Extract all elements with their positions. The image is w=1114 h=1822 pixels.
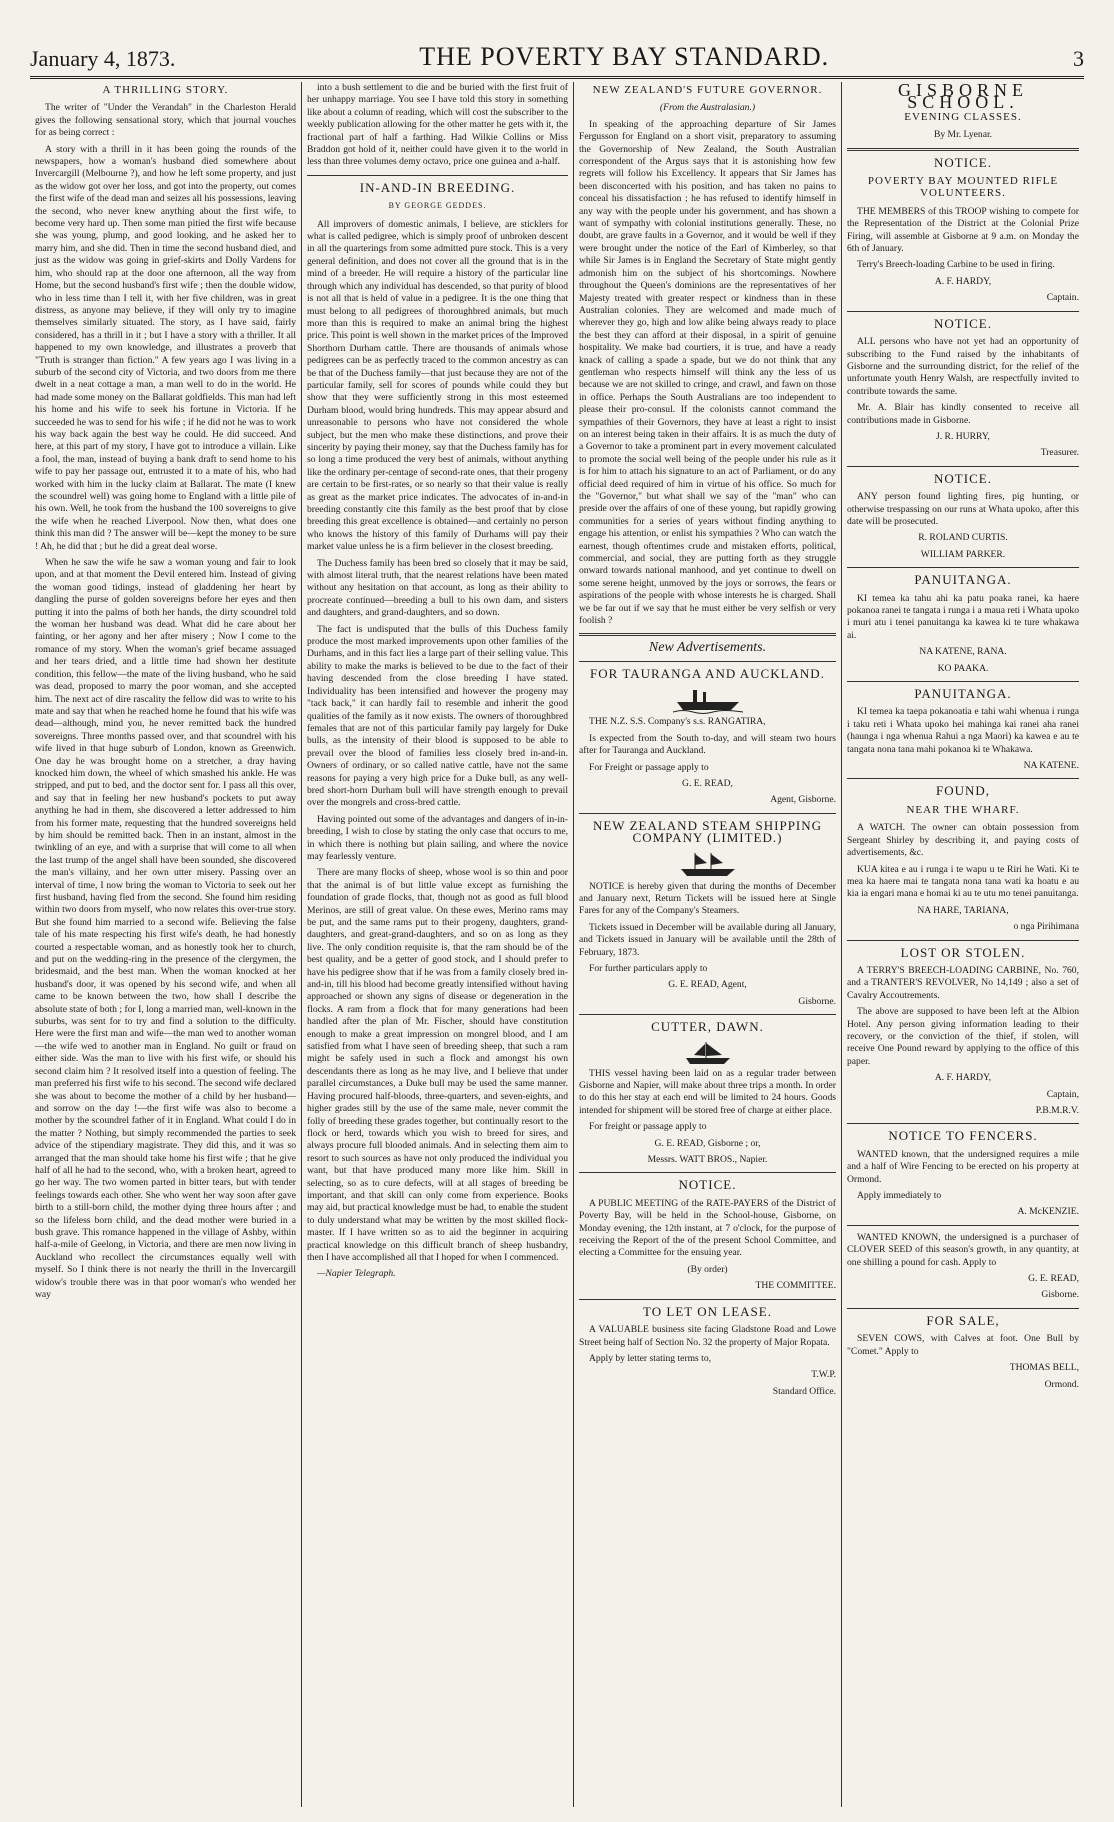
- ad-signature: Captain,: [1046, 1088, 1079, 1100]
- ad-body: Apply immediately to: [857, 1190, 942, 1202]
- ad-signature: NA HARE, TARIANA,: [917, 904, 1009, 916]
- divider: [847, 567, 1079, 568]
- ad-title: PANUITANGA.: [914, 686, 1012, 702]
- ad-signature: Gisborne.: [798, 995, 836, 1007]
- ad-body: For freight or passage apply to: [589, 1121, 707, 1133]
- ad-subtitle: NEAR THE WHARF.: [906, 803, 1020, 816]
- article-intro: The writer of "Under the Verandah" in the Charleston Herald gives the following sensational story, which that journal vouches for as being correct :: [35, 102, 296, 139]
- ad-subtitle: EVENING CLASSES.: [904, 110, 1022, 123]
- columns: [30, 82, 1084, 1807]
- ad-title: NOTICE.: [934, 315, 992, 331]
- ad-signature: THOMAS BELL,: [1009, 1362, 1079, 1374]
- ad-title: NOTICE.: [934, 154, 992, 170]
- ad-title: CUTTER, DAWN.: [651, 1019, 764, 1035]
- ad-signature: Messrs. WATT BROS., Napier.: [647, 1154, 768, 1166]
- masthead: [30, 38, 1084, 72]
- ad-signature: o nga Pirihimana: [1013, 921, 1079, 933]
- ad-subtitle: POVERTY BAY MOUNTED RIFLE VOLUNTEERS.: [867, 175, 1059, 200]
- ad-signature: NA KATENE, RANA.: [919, 646, 1007, 658]
- article-continuation: into a bush settlement to die and be buried with the first fruit of her unhappy marriage. You see I have told this story in something like about a column of reading, which will cost the subscriber to the weekly publication allowing for the other matter he gets with it, the fractional part of half a farthing. Had Wilkie Collins or Miss Braddon got hold of it, neither could have given it to the world in less than three volumes demy octavo, price one guinea and a-half.: [307, 82, 568, 168]
- article-byline: BY GEORGE GEDDES.: [388, 201, 487, 211]
- ad-body: KI temea ka tahu ahi ka patu poaka ranei, ka haere pokanoa ranei te tangata i runga i a maua reti i Whata upoko i muri atu i tenei panuitanga ka kawea ki te ture whakawa ai.: [847, 592, 1079, 641]
- divider: [579, 1014, 836, 1015]
- divider: [579, 1299, 836, 1300]
- ad-body: A VALUABLE business site facing Gladstone Road and Lowe Street being half of Section No. 32 the property of Major Ropata.: [579, 1324, 836, 1348]
- ad-signature: A. F. HARDY,: [934, 275, 992, 287]
- divider: [847, 148, 1079, 151]
- ad-body: The above are supposed to have been left at the Albion Hotel. Any person giving information leading to their recovery, or the conviction of the thief, if stolen, will receive One Pound reward by applying to the office of this paper.: [847, 1006, 1079, 1067]
- article-title: NEW ZEALAND'S FUTURE GOVERNOR.: [592, 84, 823, 96]
- ad-signature: Treasurer.: [1040, 447, 1079, 459]
- ad-body: For Freight or passage apply to: [589, 761, 709, 773]
- divider: [579, 1172, 836, 1173]
- ad-body: WANTED known, that the undersigned requires a mile and a half of Wire Fencing to be erected on his property at Ormond.: [847, 1148, 1079, 1185]
- newspaper-title: THE POVERTY BAY STANDARD.: [419, 42, 830, 71]
- article-body: There are many flocks of sheep, whose wool is so thin and poor that the animal is of but little value except as furnishing the foundation of grade flocks, that, though not as good as full blood Merinos, are still of great value. On these ewes, Merino rams may be put, and the same rams put to their progeny, daughters, grand-daughters, and great-grand-daughters, and so on as long as they live. The only condition requisite is, that the ram should be of the best quality, and be a getter of good stock, and I should prefer to have his pedigree show that if he was from a family closely bred in-and-in, till his blood had become greatly intensified without having approached or shown any signs of disease or degeneration in the flocks. A ram from a flock that for many generations had been handled after the plan of Mr. Fischer, should have constitution enough to make a great impression on mongrel blood, and I am satisfied from what I have seen of breeding sheep, that such a ram might be safely used in such a flock and amongst his own descendants there as long as he may live, and I believe that under parallel circumstances, a Duke bull may be used the same manner. Having procured half-bloods, three-quarters, and seven-eights, and higher grades still by the use of the same male, never commit the folly of breeding these grades together, but continually resort to the flock or herd, towards which you wish to breed for sires, and always procure full blooded animals. And in selecting them aim to resort to such sources as have not only produced the individual you want, but that have produced many more like him. Skill in selecting, so as to cure defects, will at all stages of breeding be important, and that skill can only come from experience. Books may aid, but practical knowledge must be had, to enable the student to duly understand what may be written by the most skilled flock-master. If I have written so as to aid the beginner in acquiring practical knowledge on this difficult branch of sheep husbandry, then I have accomplished all that I hoped for when I commenced.: [307, 867, 568, 1263]
- ad-title: GISBORNE SCHOOL.: [897, 82, 1028, 113]
- cutter-ship-icon: [678, 1040, 738, 1066]
- column-4: [842, 82, 1084, 1807]
- ad-body: Tickets issued in December will be available during all January, and Tickets issued in January will be available until the 28th of February, 1873.: [579, 921, 836, 958]
- ad-signature: Gisborne.: [1041, 1289, 1079, 1301]
- ad-signature: Captain.: [1046, 292, 1079, 304]
- divider: [847, 940, 1079, 941]
- divider: [847, 1225, 1079, 1226]
- ad-title: LOST OR STOLEN.: [900, 944, 1026, 960]
- ad-signature: Ormond.: [1044, 1378, 1079, 1390]
- column-2: [302, 82, 574, 1807]
- ad-body: Mr. A. Blair has kindly consented to receive all contributions made in Gisborne.: [847, 402, 1079, 426]
- ad-body: KI temea ka taepa pokanoatia e tahi wahi whenua i runga i taku reti i Whata upoko hei mahinga kai ranei aha ranei (haunga i nga whenua Rahui a nga Maori) ka kawea e au te tangata nona tana mahi pokanoa ki te Whakawa.: [847, 706, 1079, 755]
- ad-body: A WATCH. The owner can obtain possession from Sergeant Shirley by describing it, and paying costs of advertisements, &c.: [847, 822, 1079, 859]
- ad-body: THE MEMBERS of this TROOP wishing to compete for the Representation of the District at the Colonial Prize Firing, will assemble at Gisborne at 9 a.m. on Monday the 6th of January.: [847, 205, 1079, 255]
- article-body: A story with a thrill in it has been going the rounds of the newspapers, how a woman's husband died somewhere about Invercargill (Melbourne ?), and how he left some property, and just as the widow got over her loss, and got into the property, out comes the first wife of the dead man and seizes all his possessions, leaving the second, who never knew anything about the first wife, to become very hard up. Then some man pitied the first wife because she was young, plump, and good looking, and he asked her to marry him, and she did. Then in time the second husband died, and just as the widow was going in grief-skirts and Dolly Vardens for him, who should rap at the door one afternoon, all the way from Home, but the second husband's first wife ; then the double widow, who in less time than I tell it, with her five children, was in great distress, as anyone may believe, if they will only try to imagine themselves similarly situated. The story, as I have said, fairly considered, has a thrill in it ; but I have a story with a thriller. It all happened to my own knowledge, and illustrates a proverb that "Truth is stranger than fiction." A few years ago I was living in a suburb of the second city of Victoria, and two doors from me there dwelt in a neat cottage a man, a man well to do in the world. He had made some money on the Ballarat goldfields. This man had left his home and his wife to seek his fortune in Victoria. If he succeeded he was to send for his wife ; if he did not he was to work his way back again the best way he could. He did succeed. And here, at this part of my story, I have got to introduce a villain. Like a fool, the man, instead of buying a bank draft to send home to his wife to pay her passage out, entrusted it to a mate of his, who had worked with him in the lucky claim at Ballarat. The mate (I knew the scoundrel well) was going home to England with a little pile of his own. Well, he took from the husband the 100 sovereigns to give the wife when he reached Liverpool. Now then, what does one think this man did ? The answer will be—kept the money to be sure ! Ah, he did that ; but he did a great deal worse.: [35, 143, 296, 552]
- ad-signature: THE COMMITTEE.: [755, 1280, 836, 1292]
- article-body: Having pointed out some of the advantages and dangers of in-in-breeding, I wish to close by stating the only case that occurs to me, in which there is nothing but plain sailing, and where the novice may fearlessly venture.: [307, 813, 568, 862]
- ad-signature: J. R. HURRY,: [936, 430, 990, 442]
- ad-body: WANTED KNOWN, the undersigned is a purchaser of CLOVER SEED of this season's growth, in any quantity, at one shilling a pound for cash. Apply to: [847, 1231, 1079, 1268]
- ad-title: NOTICE TO FENCERS.: [888, 1128, 1038, 1144]
- ad-signature: Agent, Gisborne.: [770, 794, 836, 806]
- ad-signature: G. E. READ,: [682, 777, 733, 789]
- ad-signature: P.B.M.R.V.: [1035, 1105, 1079, 1116]
- article-source: (From the Australasian.): [659, 102, 756, 114]
- ad-body: Apply by letter stating terms to,: [589, 1352, 712, 1364]
- article-title: IN-AND-IN BREEDING.: [359, 179, 516, 195]
- article-title: A THRILLING STORY.: [102, 84, 229, 96]
- ad-title: TO LET ON LEASE.: [643, 1303, 772, 1319]
- divider: [847, 778, 1079, 779]
- ad-body: THE N.Z. S.S. Company's s.s. RANGATIRA,: [589, 716, 766, 728]
- column-3: [574, 82, 842, 1807]
- article-body: When he saw the wife he saw a woman young and fair to look upon, and at that moment the Devil entered him. Instead of giving the woman good tidings, instead of gladdening her heart by dangling the purse of golden sovereigns before her eyes and then putting it into the palms of both her hands, the dirty scoundrel told the woman her husband was dead. What did he care about her fainting, or her agony and her after misery ; Now I come to the romance of my story. When the woman's grief became assuaged and her tears dried, and a little time had shown her destitute condition, this fellow—the mate of the living husband, who he said was dead, proposed to marry the poor woman, and she accepted him. The next act of dire rascality the fellow did was to write to his mate and say that when he reached home he found that his wife was dead—although, mind you, he never remitted back the hundred sovereigns. Three months passed over, and that scoundrel with his wife lived in that huge suburb of London, known as Greenwich. One day he was brought home on a stretcher, a dray having knocked him down, the wheel of which smashed his ankle. He was stripped, and put to bed, and the doctor sent for. I pass all this over, and say that in feeling her new husband's pockets to put away anything he had in them, she discovered a letter addressed to him from his former mate, requesting that the hundred sovereigns held by him should be remitted back. Then in an instant, almost in the twinkling of an eye, and with a surprise that will come to all when the last trump of the angel shall have been sounded, she discovered the man's villainy, and her own utter misery. Passing over an interval of time, I now bring the woman to Victoria to seek out her first husband, having fled from the second. She found him residing within two doors from myself, who now relates this over-true story. But she found him married to a second wife. Believing the false tale of his mate respecting his first wife's death, he had honestly courted a respectable woman, and as honestly took her to church, and put on the wedding-ring in the presence of the clergymen, the bridesmaid, and the best man. When the woman knocked at her husband's door, it was opened by his second wife, and when all came to be known between the two, how shall I describe the absolute state of both ; for I, long a married man, well-known in the suburbs, was sent for to try and find a solution to the difficulty. Here were the first man and wife—the man wed to another woman—the wife wed to another man in England. No guilt or fraud on either side. Was the man to live with his first wife, or should his second claim him ? It resolved itself into a question of feeling. The man preferred his first wife to his second. The second wife declared she was about to become the mother of a child by her husband—and sorrow on the day !—the first wife was also to become a mother by the scoundrel father of it in England. What could I do in the matter ? Nothing, but simply recommended the parties to seek advice of the stipendiary magistrate. They did this, and it was so arranged that the man should take home his first wife ; that he give half of all he had to the second, who, with a broken heart, agreed to go her way. The two women parted in bitter tears, but with tender feelings towards each other. She who went her way soon after gave birth to a still-born child, the mother dying three hours after ; and so the lifeless born child, and the dead mother were buried in a bush grave. This romance happened in the village of Ashby, within half-a-mile of Geelong, in Victoria, and there are men now living in Auckland who recollect the circumstances equally well with myself. So I think there is not nearly the thrill in the Invercargill widow's trouble there was in that poor woman's who wended her way: [35, 557, 296, 1300]
- ad-signature: Standard Office.: [772, 1385, 836, 1397]
- ad-body: A PUBLIC MEETING of the RATE-PAYERS of the District of Poverty Bay, will be held in the School-house, Gisborne, on Monday evening, the 12th instant, at 7 o'clock, for the purpose of receiving the Report of the of the present School Committee, and electing a Committee for the ensuing year.: [579, 1197, 836, 1259]
- divider: [847, 1123, 1079, 1124]
- ad-body: A TERRY'S BREECH-LOADING CARBINE, No. 760, and a TRANTER'S REVOLVER, No 14,149 ; also a set of Cavalry Accoutrements.: [847, 964, 1079, 1001]
- divider: [847, 311, 1079, 312]
- ad-body: ALL persons who have not yet had an opportunity of subscribing to the Fund raised by the inhabitants of Gisborne and the surrounding district, for the relief of the unfortunate youth Henry Walsh, are respectfully invited to contribute towards the same.: [847, 336, 1079, 397]
- ad-signature: R. ROLAND CURTIS.: [918, 532, 1008, 544]
- issue-date: January 4, 1873.: [30, 46, 176, 71]
- ad-title: NEW ZEALAND STEAM SHIPPING COMPANY (LIMITED.): [592, 817, 823, 846]
- ad-title: PANUITANGA.: [914, 572, 1012, 588]
- article-body: The Duchess family has been bred so closely that it may be said, with almost literal truth, that the nearest relations have been mated without any hesitation on that account, as long as their ability to procreate continued—breeding a bull to his own dam, and sisters and daughters, and grand-daughters, and so down.: [307, 557, 568, 619]
- article-credit: —Napier Telegraph.: [317, 1268, 396, 1280]
- steamship-icon: [673, 686, 743, 714]
- ad-title: NOTICE.: [934, 470, 992, 486]
- ad-body: NOTICE is hereby given that during the months of December and January next, Return Tickets will be issued here at Single Fares for any of the Company's Steamers.: [579, 880, 836, 917]
- article-body: In speaking of the approaching departure of Sir James Fergusson for England on a short visit, preparatory to assuming the Governorship of New Zealand, the South Australian correspondent of the Argus says that it is astonishing how few regrets will follow his Excellency. It appears that Sir James has been disconcerted with his position, and has taken no pains to conceal his dissatisfaction ; he has refused to identify himself in any way with the people under his government, and has shown a want of sympathy with colonial institutions generally. These, no doubt, are grave faults in a Governor, and it would be well if they were brought under the notice of the Earl of Kimberley, so that while Sir James is in England the Secretary of State might gently admonish him on the subject of his shortcomings. Nowhere throughout the Queen's dominions are the representatives of her Majesty treated with greater respect or kindness than in these Australian colonies. They are welcomed and made much of wherever they go, high and low alike being always ready to place the best they can afford at their disposal, in a spirit of genuine hospitality. We make bad courtiers, it is true, and have a ready knack of calling a spade a spade, but we do not think that any gentleman who respects himself will think any the less of us because we are not skilled to cringe, and crawl, and fawn on those in office. Perhaps the South Australians are too independent to please their pro-consul. If the colonists cannot command the sympathies of their Governors, they have at least a right to insist on an interest being taken in their affairs. It is as much the duty of a Governor to take a prominent part in every movement calculated to promote the social well being of the people under his rule as it is for him to attach his signature to an act of Parliament, or do any official deed required of him in virtue of his office. So much for the "Governor," but what shall we say of the "man" who can preside over the affairs of one of these young, but rapidly growing communities for a series of years without finding anything to engage his attention, or enlist his sympathies ? Who can watch the earnest, though oftentimes crude and mistaken efforts, political, commercial, and social, they are putting forth as they struggle onward towards national manhood, and yet continue to dwell on some serene height, unmoved by the joys or sorrows, the fears or aspirations of the people with whose interests he is charged. Shall we be far out if we say that he must either be very selfish or very foolish ?: [579, 118, 836, 627]
- article-body: The fact is undisputed that the bulls of this Duchess family produce the most marked improvements upon other families of the Durhams, and in this fact lies a large part of their selling value. This ability to make the marks is believed to be due to the fact of their having descended from the close breeding I have stated. Individuality has been intensified and however the progeny may "tack back," it can hardly fail to resemble and inherit the good qualities of the family as it now exists. The owners of thoroughbred females that are not of this particular family pay largely for Duke bulls, as the intensity of their blood is supposed to be able to prevail over the blood of families less closely bred in-and-in. Owners of ordinary, or so called native cattle, have not the same reasons for paying a very high price for a Duke bull, as any well-bred short-horn Durham bull will have strength enough to prevail over the mongrels and cross-bred cattle.: [307, 623, 569, 809]
- divider: [847, 466, 1079, 467]
- ad-title: NOTICE.: [678, 1177, 737, 1193]
- ad-signature: G. E. READ, Gisborne ; or,: [654, 1137, 761, 1149]
- ad-signature: T.W.P.: [811, 1369, 836, 1381]
- ad-body: SEVEN COWS, with Calves at foot. One Bull by "Comet." Apply to: [847, 1333, 1079, 1357]
- ad-byline: By Mr. Lyenar.: [933, 129, 993, 141]
- ad-signature: A. McKENZIE.: [1017, 1206, 1079, 1218]
- ad-body: Terry's Breech-loading Carbine to be used in firing.: [857, 259, 1055, 271]
- divider: [847, 1308, 1079, 1309]
- ad-signature: G. E. READ,: [1028, 1273, 1079, 1285]
- ad-signature: NA KATENE.: [1023, 760, 1079, 772]
- divider: [579, 661, 836, 662]
- divider: [579, 813, 836, 814]
- masthead-rule: [30, 76, 1084, 79]
- section-heading: New Advertisements.: [648, 640, 767, 656]
- ad-title: FOUND,: [935, 783, 991, 799]
- column-1: [30, 82, 302, 1807]
- ad-signature: WILLIAM PARKER.: [920, 548, 1006, 560]
- ad-signature: G. E. READ, Agent,: [668, 979, 747, 991]
- ad-title: FOR TAURANGA AND AUCKLAND.: [590, 665, 825, 681]
- divider: [847, 681, 1079, 682]
- ad-signature: KO PAAKA.: [937, 662, 989, 674]
- divider: [579, 633, 836, 636]
- ad-body: ANY person found lighting fires, pig hunting, or otherwise trespassing on our runs at Whata upoko, after this date will be prosecuted.: [847, 491, 1079, 527]
- page-number: 3: [1072, 46, 1084, 71]
- ad-body: Is expected from the South to-day, and will steam two hours after for Tauranga and Auckland.: [579, 732, 836, 757]
- divider: [307, 175, 568, 176]
- article-body: All improvers of domestic animals, I believe, are sticklers for what is called pedigree, which is simply proof of unbroken descent in all the quarterings from some admitted pure stock. This is a very general definition, and does not cover all the ground that is in the mind of a breeder. He will require a history of the particular line through which any individual has descended, so that purity of blood is not all that is held of value in a pedigree. It is the one thing that must belong to all pedigrees of thoroughbred animals, but much more than this is required to make an animal bring the highest price. This point is well shown in the market prices of the Improved Shorthorn Durham cattle. There are thousands of animals whose pedigrees can be as perfectly traced to the common ancestry as can be that of the Duchess family—that just because they are not of the particular family, sell for scores of pounds while could they but show that they were sufficiently strong in this most esteemed Durham blood, would bring hundreds. This may appear absurd and unreasonable to persons who have not considered the whole subject, but the men who make these distinctions, and prove their sincerity by paying their money, say that the Duchess family has for so long a time produced the very best of animals, without anything like the ordinary per-centage of second-rate ones, that their progeny are certain to be first-rates, or so nearly so that their value is really as great as the market price indicates. The advocates of in-and-in breeding constantly cite this family as the best proof that by close breeding this great excellence is obtained—and certainly no person who knows the history of this family of Durhams will pay their market value unless he is a firm believer in the closest breeding.: [307, 218, 569, 553]
- ad-body: For further particulars apply to: [589, 962, 708, 974]
- ad-title: FOR SALE,: [926, 1312, 1000, 1328]
- sailing-ship-icon: [673, 851, 743, 879]
- ad-signature: A. F. HARDY,: [934, 1072, 992, 1084]
- ad-note: (By order): [687, 1263, 728, 1275]
- ad-body: KUA kitea e au i runga i te wapu u te Riri he Wati. Ki te mea ka haere mai te tangata nona tana wati ka hoatu e au kia ia engari mana e homai ki au te utu mo tenei panuitanga.: [847, 863, 1079, 900]
- ad-body: THIS vessel having been laid on as a regular trader between Gisborne and Napier, will make about three trips a month. In order to do this her stay at each end will be limited to 24 hours. Goods intended for shipment will be stored free of charge at either place.: [579, 1067, 836, 1116]
